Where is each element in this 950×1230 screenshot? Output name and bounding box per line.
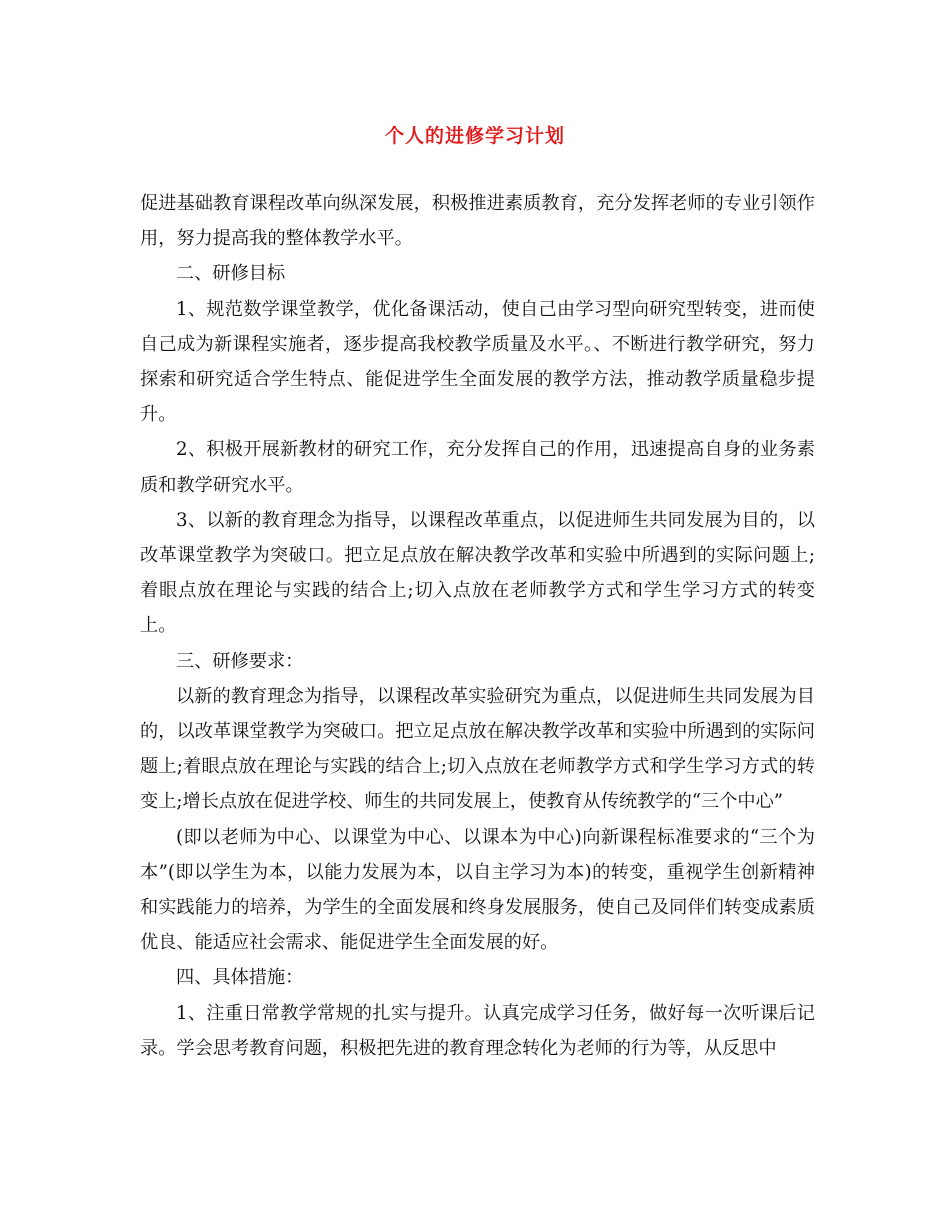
document-title: 个人的进修学习计划 (384, 125, 565, 147)
section-heading-requirements: 三、研修要求： (176, 650, 304, 672)
paragraph-1: 促进基础教育课程改革向纵深发展，积极推进素质教育，充分发挥老师的专业引领作用，努力提高我的整体教学水平。 (140, 193, 815, 250)
section-heading-goals: 二、研修目标 (176, 263, 286, 285)
paragraph-goal-1: 1、规范数学课堂教学，优化备课活动，使自己由学习型向研究型转变，进而使自己成为新课程实施者，逐步提高我校教学质量及水平。、不断进行教学研究，努力探索和研究适合学生特点、能促进学生全面发展的教学方法，推动教学质量稳步提升。 (140, 298, 815, 426)
document-body (140, 186, 815, 1066)
section-heading-measures: 四、具体措施： (176, 967, 304, 989)
paragraph-goal-3: 3、以新的教育理念为指导，以课程改革重点，以促进师生共同发展为目的，以改革课堂教学为突破口。把立足点放在解决教学改革和实验中所遇到的实际问题上;着眼点放在理论与实践的结合上;切入点放在老师教学方式和学生学习方式的转变上。 (140, 509, 815, 637)
paragraph-requirements-1: 以新的教育理念为指导，以课程改革实验研究为重点，以促进师生共同发展为目的，以改革课堂教学为突破口。把立足点放在解决教学改革和实验中所遇到的实际问题上;着眼点放在理论与实践的结合上;切入点放在老师教学方式和学生学习方式的转变上;增长点放在促进学校、师生的共同发展上，使教育从传统教学的“三个中心” (140, 685, 815, 813)
paragraph-measure-1: 1、注重日常教学常规的扎实与提升。认真完成学习任务，做好每一次听课后记录。学会思考教育问题，积极把先进的教育理念转化为老师的行为等，从反思中 (140, 1002, 815, 1059)
paragraph-requirements-2: (即以老师为中心、以课堂为中心、以课本为中心)向新课程标准要求的“三个为本”(即以学生为本，以能力发展为本，以自主学习为本)的转变，重视学生创新精神和实践能力的培养，为学生的全面发展和终身发展服务，使自己及同伴们转变成素质优良、能适应社会需求、能促进学生全面发展的好。 (140, 826, 815, 954)
paragraph-goal-2: 2、积极开展新教材的研究工作，充分发挥自己的作用，迅速提高自身的业务素质和教学研究水平。 (140, 439, 815, 496)
